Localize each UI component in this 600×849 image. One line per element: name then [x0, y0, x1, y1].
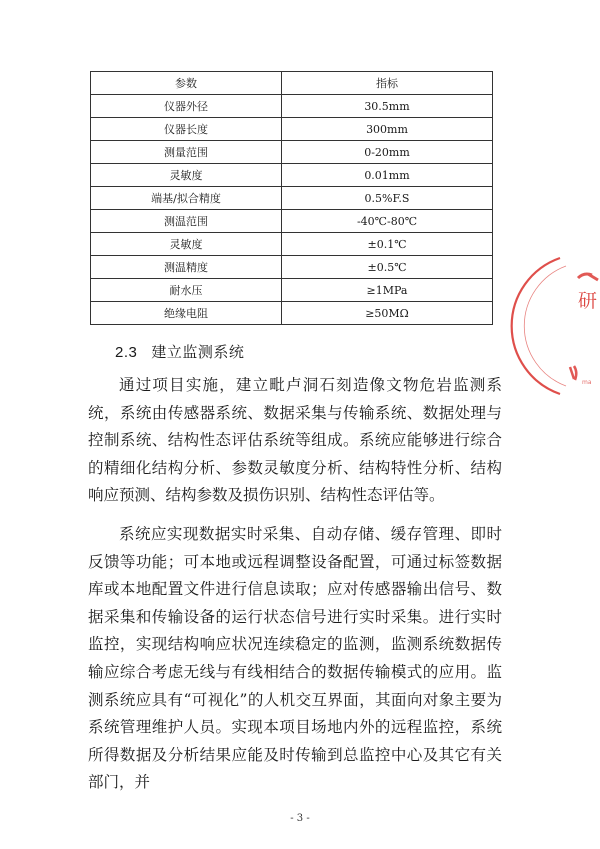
table-row: [91, 256, 493, 279]
table-row: [91, 118, 493, 141]
table-row: [91, 279, 493, 302]
table-header-row: [91, 72, 493, 95]
table-cell-param: 测量范围: [91, 141, 282, 164]
table-cell-spec: ≥1MPa: [282, 279, 493, 302]
table-cell-spec: 0.01mm: [282, 164, 493, 187]
table-cell-param: 仪器外径: [91, 95, 282, 118]
table-cell-spec: 0.5%F.S: [282, 187, 493, 210]
table-header-spec: 指标: [282, 72, 493, 95]
table-cell-param: 绝缘电阻: [91, 302, 282, 325]
table-row: [91, 164, 493, 187]
table-cell-spec: 30.5mm: [282, 95, 493, 118]
body-text: [88, 372, 502, 797]
paragraph: 通过项目实施，建立毗卢洞石刻造像文物危岩监测系统，系统由传感器系统、数据采集与传输系统、数据处理与控制系统、结构性态评估系统等组成。系统应能够进行综合的精细化结构分析、参数灵敏度分析、结构特性分析、结构响应预测、结构参数及损伤识别、结构性态评估等。: [88, 376, 502, 505]
table-cell-spec: ±0.5℃: [282, 256, 493, 279]
red-seal-stamp: [548, 262, 600, 412]
table-cell-param: 灵敏度: [91, 164, 282, 187]
svg-text:ma: ma: [582, 379, 592, 386]
section-title: 建立监测系统: [151, 343, 245, 361]
table-cell-spec: -40℃-80℃: [282, 210, 493, 233]
table-cell-param: 测温范围: [91, 210, 282, 233]
table-row: [91, 302, 493, 325]
table-cell-param: 测温精度: [91, 256, 282, 279]
paragraph: 系统应实现数据实时采集、自动存储、缓存管理、即时反馈等功能；可本地或远程调整设备配置，可通过标签数据库或本地配置文件进行信息读取；应对传感器输出信号、数据采集和传输设备的运行状态信号进行实时采集。进行实时监控，实现结构响应状况连续稳定的监测，监测系统数据传输应综合考虑无线与有线相结合的数据传输模式的应用。监测系统应具有“可视化”的人机交互界面，其面向对象主要为系统管理维护人员。实现本项目场地内外的远程监控，系统所得数据及分析结果应能及时传输到总监控中心及其它有关部门，并: [88, 524, 502, 792]
page-number: - 3 -: [290, 813, 310, 824]
table-cell-param: 端基/拟合精度: [91, 187, 282, 210]
table-header-param: 参数: [91, 72, 282, 95]
table-cell-param: 耐水压: [91, 279, 282, 302]
seal-ring-outer: [512, 258, 560, 394]
table-row: [91, 95, 493, 118]
table-row: [91, 141, 493, 164]
parameter-table: [90, 71, 493, 325]
table-cell-param: 仪器长度: [91, 118, 282, 141]
seal-text: 研: [578, 290, 598, 312]
table-row: [91, 210, 493, 233]
table-cell-spec: 0-20mm: [282, 141, 493, 164]
seal-ring-inner: [524, 266, 566, 386]
table-cell-spec: ±0.1℃: [282, 233, 493, 256]
section-heading: [115, 341, 244, 362]
section-number: 2.3: [115, 344, 138, 361]
table-cell-spec: 300mm: [282, 118, 493, 141]
table-cell-spec: ≥50MΩ: [282, 302, 493, 325]
table-cell-param: 灵敏度: [91, 233, 282, 256]
table-row: [91, 187, 493, 210]
table-row: [91, 233, 493, 256]
